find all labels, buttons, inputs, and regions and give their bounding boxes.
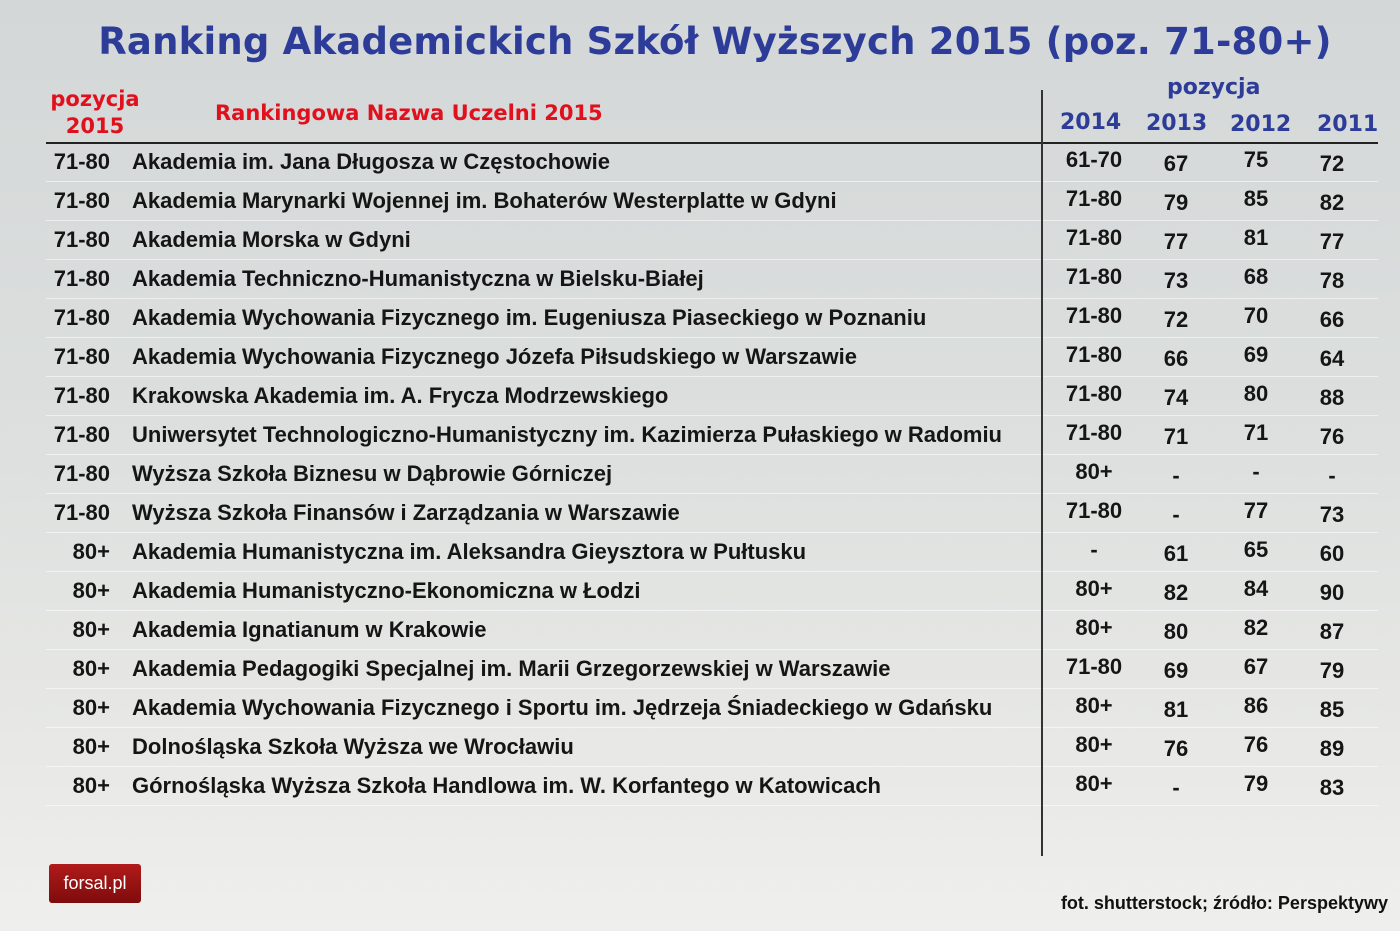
- year-2013-cell: 66: [1163, 346, 1189, 371]
- name-cell: Akademia Humanistyczna im. Aleksandra Gieysztora w Pułtusku: [132, 539, 807, 564]
- year-2013-cell: -: [1172, 775, 1180, 800]
- name-cell: Akademia Wychowania Fizycznego i Sportu im. Jędrzeja Śniadeckiego w Gdańsku: [132, 695, 993, 720]
- table-row: [46, 455, 1378, 494]
- name-cell: Akademia Ignatianum w Krakowie: [132, 617, 487, 642]
- table-row: [46, 572, 1378, 611]
- year-2012-cell: 71: [1243, 420, 1269, 445]
- year-2011-cell: 73: [1319, 502, 1345, 527]
- year-2013-cell: 81: [1163, 697, 1189, 722]
- year-2014-cell: 80+: [1075, 576, 1113, 601]
- name-header: Rankingowa Nazwa Uczelni 2015: [215, 101, 603, 125]
- year-2013-cell: -: [1172, 463, 1180, 488]
- year-2014-cell: 80+: [1075, 771, 1113, 796]
- column-divider: [1041, 90, 1043, 856]
- year-2014-cell: 71-80: [1065, 420, 1123, 445]
- year-2013-cell: 74: [1163, 385, 1189, 410]
- year-2013-cell: 73: [1163, 268, 1189, 293]
- year-2011-cell: 60: [1319, 541, 1345, 566]
- name-cell: Akademia Techniczno-Humanistyczna w Bielsku-Białej: [132, 266, 704, 291]
- rank-cell: 80+: [72, 695, 110, 720]
- year-2014-cell: 80+: [1075, 732, 1113, 757]
- year-2013-cell: 61: [1163, 541, 1189, 566]
- year-2012-cell: 75: [1243, 147, 1269, 172]
- year-2011-cell: 78: [1319, 268, 1345, 293]
- year-2012-cell: 76: [1243, 732, 1269, 757]
- year-2013-cell: -: [1172, 502, 1180, 527]
- year-2014-cell: 71-80: [1065, 342, 1123, 367]
- year-2013-cell: 71: [1163, 424, 1189, 449]
- rank-cell: 71-80: [53, 344, 110, 369]
- year-2014-cell: 71-80: [1065, 303, 1123, 328]
- year-2014-cell: 71-80: [1065, 225, 1123, 250]
- rank-cell: 71-80: [53, 149, 110, 174]
- year-2011-cell: 88: [1319, 385, 1345, 410]
- year-2011-cell: 66: [1319, 307, 1345, 332]
- name-cell: Wyższa Szkoła Finansów i Zarządzania w Warszawie: [132, 500, 680, 525]
- name-cell: Akademia Pedagogiki Specjalnej im. Marii Grzegorzewskiej w Warszawie: [132, 656, 891, 681]
- rank-cell: 80+: [72, 656, 110, 681]
- year-2013-cell: 82: [1163, 580, 1189, 605]
- table-row: [46, 767, 1378, 806]
- name-cell: Dolnośląska Szkoła Wyższa we Wrocławiu: [132, 734, 574, 759]
- rank-cell: 71-80: [53, 266, 110, 291]
- year-2011-cell: 79: [1319, 658, 1345, 683]
- name-cell: Akademia im. Jana Długosza w Częstochowie: [132, 149, 611, 174]
- table-row: [46, 416, 1378, 455]
- year-2011-cell: 82: [1319, 190, 1345, 215]
- year-2014-cell: 71-80: [1065, 381, 1123, 406]
- name-cell: Akademia Marynarki Wojennej im. Bohaterów Westerplatte w Gdyni: [132, 188, 837, 213]
- table-row: [46, 533, 1378, 572]
- year-2011-cell: 90: [1319, 580, 1345, 605]
- year-2012-cell: 81: [1243, 225, 1269, 250]
- table-row: [46, 182, 1378, 221]
- rank-cell: 71-80: [53, 461, 110, 486]
- year-2012-cell: 84: [1243, 576, 1269, 601]
- table-row: [46, 143, 1378, 182]
- name-cell: Krakowska Akademia im. A. Frycza Modrzewskiego: [132, 383, 669, 408]
- year-2011-cell: 77: [1319, 229, 1345, 254]
- table-row: [46, 260, 1378, 299]
- rank-cell: 71-80: [53, 500, 110, 525]
- forsal-logo: forsal.pl: [49, 864, 141, 903]
- year-2013-cell: 67: [1163, 151, 1189, 176]
- year-header-2012: 2012: [1230, 112, 1292, 137]
- year-2012-cell: 67: [1243, 654, 1269, 679]
- history-header: pozycja: [1167, 75, 1261, 100]
- year-2012-cell: -: [1252, 459, 1260, 484]
- year-2012-cell: 80: [1243, 381, 1269, 406]
- year-2012-cell: 68: [1243, 264, 1269, 289]
- year-2013-cell: 77: [1163, 229, 1189, 254]
- year-2012-cell: 77: [1243, 498, 1269, 523]
- year-2014-cell: 71-80: [1065, 264, 1123, 289]
- position-header-year: 2015: [65, 114, 125, 138]
- year-2012-cell: 69: [1243, 342, 1269, 367]
- year-2011-cell: 85: [1319, 697, 1345, 722]
- year-2012-cell: 82: [1243, 615, 1269, 640]
- name-cell: Akademia Morska w Gdyni: [132, 227, 411, 252]
- rank-cell: 80+: [72, 734, 110, 759]
- rank-cell: 71-80: [53, 227, 110, 252]
- year-2011-cell: 72: [1319, 151, 1345, 176]
- year-2011-cell: 89: [1319, 736, 1345, 761]
- rank-cell: 71-80: [53, 188, 110, 213]
- year-2013-cell: 79: [1163, 190, 1189, 215]
- position-header-label: pozycja: [50, 87, 140, 111]
- page-title: Ranking Akademickich Szkół Wyższych 2015 (poz. 71-80+): [98, 20, 1332, 63]
- year-2013-cell: 76: [1163, 736, 1189, 761]
- year-2014-cell: 71-80: [1065, 498, 1123, 523]
- year-2014-cell: 80+: [1075, 693, 1113, 718]
- rank-cell: 80+: [72, 773, 110, 798]
- table-row: [46, 221, 1378, 260]
- photo-credit: fot. shutterstock; źródło: Perspektywy: [1060, 893, 1388, 913]
- year-2011-cell: 76: [1319, 424, 1345, 449]
- year-2014-cell: 71-80: [1065, 186, 1123, 211]
- rank-cell: 80+: [72, 578, 110, 603]
- name-cell: Akademia Wychowania Fizycznego Józefa Piłsudskiego w Warszawie: [132, 344, 858, 369]
- year-2012-cell: 86: [1243, 693, 1269, 718]
- table-row: [46, 494, 1378, 533]
- table-row: [46, 299, 1378, 338]
- rank-cell: 71-80: [53, 305, 110, 330]
- year-header-2011: 2011: [1317, 112, 1379, 137]
- rank-cell: 71-80: [53, 422, 110, 447]
- ranking-table: [46, 143, 1378, 806]
- table-row: [46, 689, 1378, 728]
- name-cell: Akademia Humanistyczno-Ekonomiczna w Łodzi: [132, 578, 641, 603]
- year-2012-cell: 65: [1243, 537, 1269, 562]
- name-cell: Akademia Wychowania Fizycznego im. Eugeniusza Piaseckiego w Poznaniu: [132, 305, 927, 330]
- table-row: [46, 377, 1378, 416]
- table-row: [46, 611, 1378, 650]
- year-2012-cell: 85: [1243, 186, 1269, 211]
- position-header: [40, 86, 150, 140]
- year-2014-cell: 71-80: [1065, 654, 1123, 679]
- year-2013-cell: 69: [1163, 658, 1189, 683]
- year-2012-cell: 79: [1243, 771, 1269, 796]
- year-2011-cell: -: [1328, 463, 1336, 488]
- year-2014-cell: -: [1090, 537, 1098, 562]
- year-2013-cell: 72: [1163, 307, 1189, 332]
- year-2014-cell: 80+: [1075, 459, 1113, 484]
- year-2014-cell: 61-70: [1065, 147, 1123, 172]
- year-2011-cell: 83: [1319, 775, 1345, 800]
- year-2011-cell: 87: [1319, 619, 1345, 644]
- name-cell: Górnośląska Wyższa Szkoła Handlowa im. W. Korfantego w Katowicach: [132, 773, 881, 798]
- name-cell: Uniwersytet Technologiczno-Humanistyczny im. Kazimierza Pułaskiego w Radomiu: [132, 422, 1002, 447]
- rank-cell: 80+: [72, 617, 110, 642]
- table-row: [46, 338, 1378, 377]
- table-row: [46, 650, 1378, 689]
- year-header-2013: 2013: [1146, 111, 1208, 136]
- year-2014-cell: 80+: [1075, 615, 1113, 640]
- rank-cell: 80+: [72, 539, 110, 564]
- year-header-2014: 2014: [1060, 110, 1122, 135]
- year-2012-cell: 70: [1243, 303, 1269, 328]
- year-2013-cell: 80: [1163, 619, 1189, 644]
- name-cell: Wyższa Szkoła Biznesu w Dąbrowie Górniczej: [132, 461, 613, 486]
- year-2011-cell: 64: [1319, 346, 1345, 371]
- rank-cell: 71-80: [53, 383, 110, 408]
- table-row: [46, 728, 1378, 767]
